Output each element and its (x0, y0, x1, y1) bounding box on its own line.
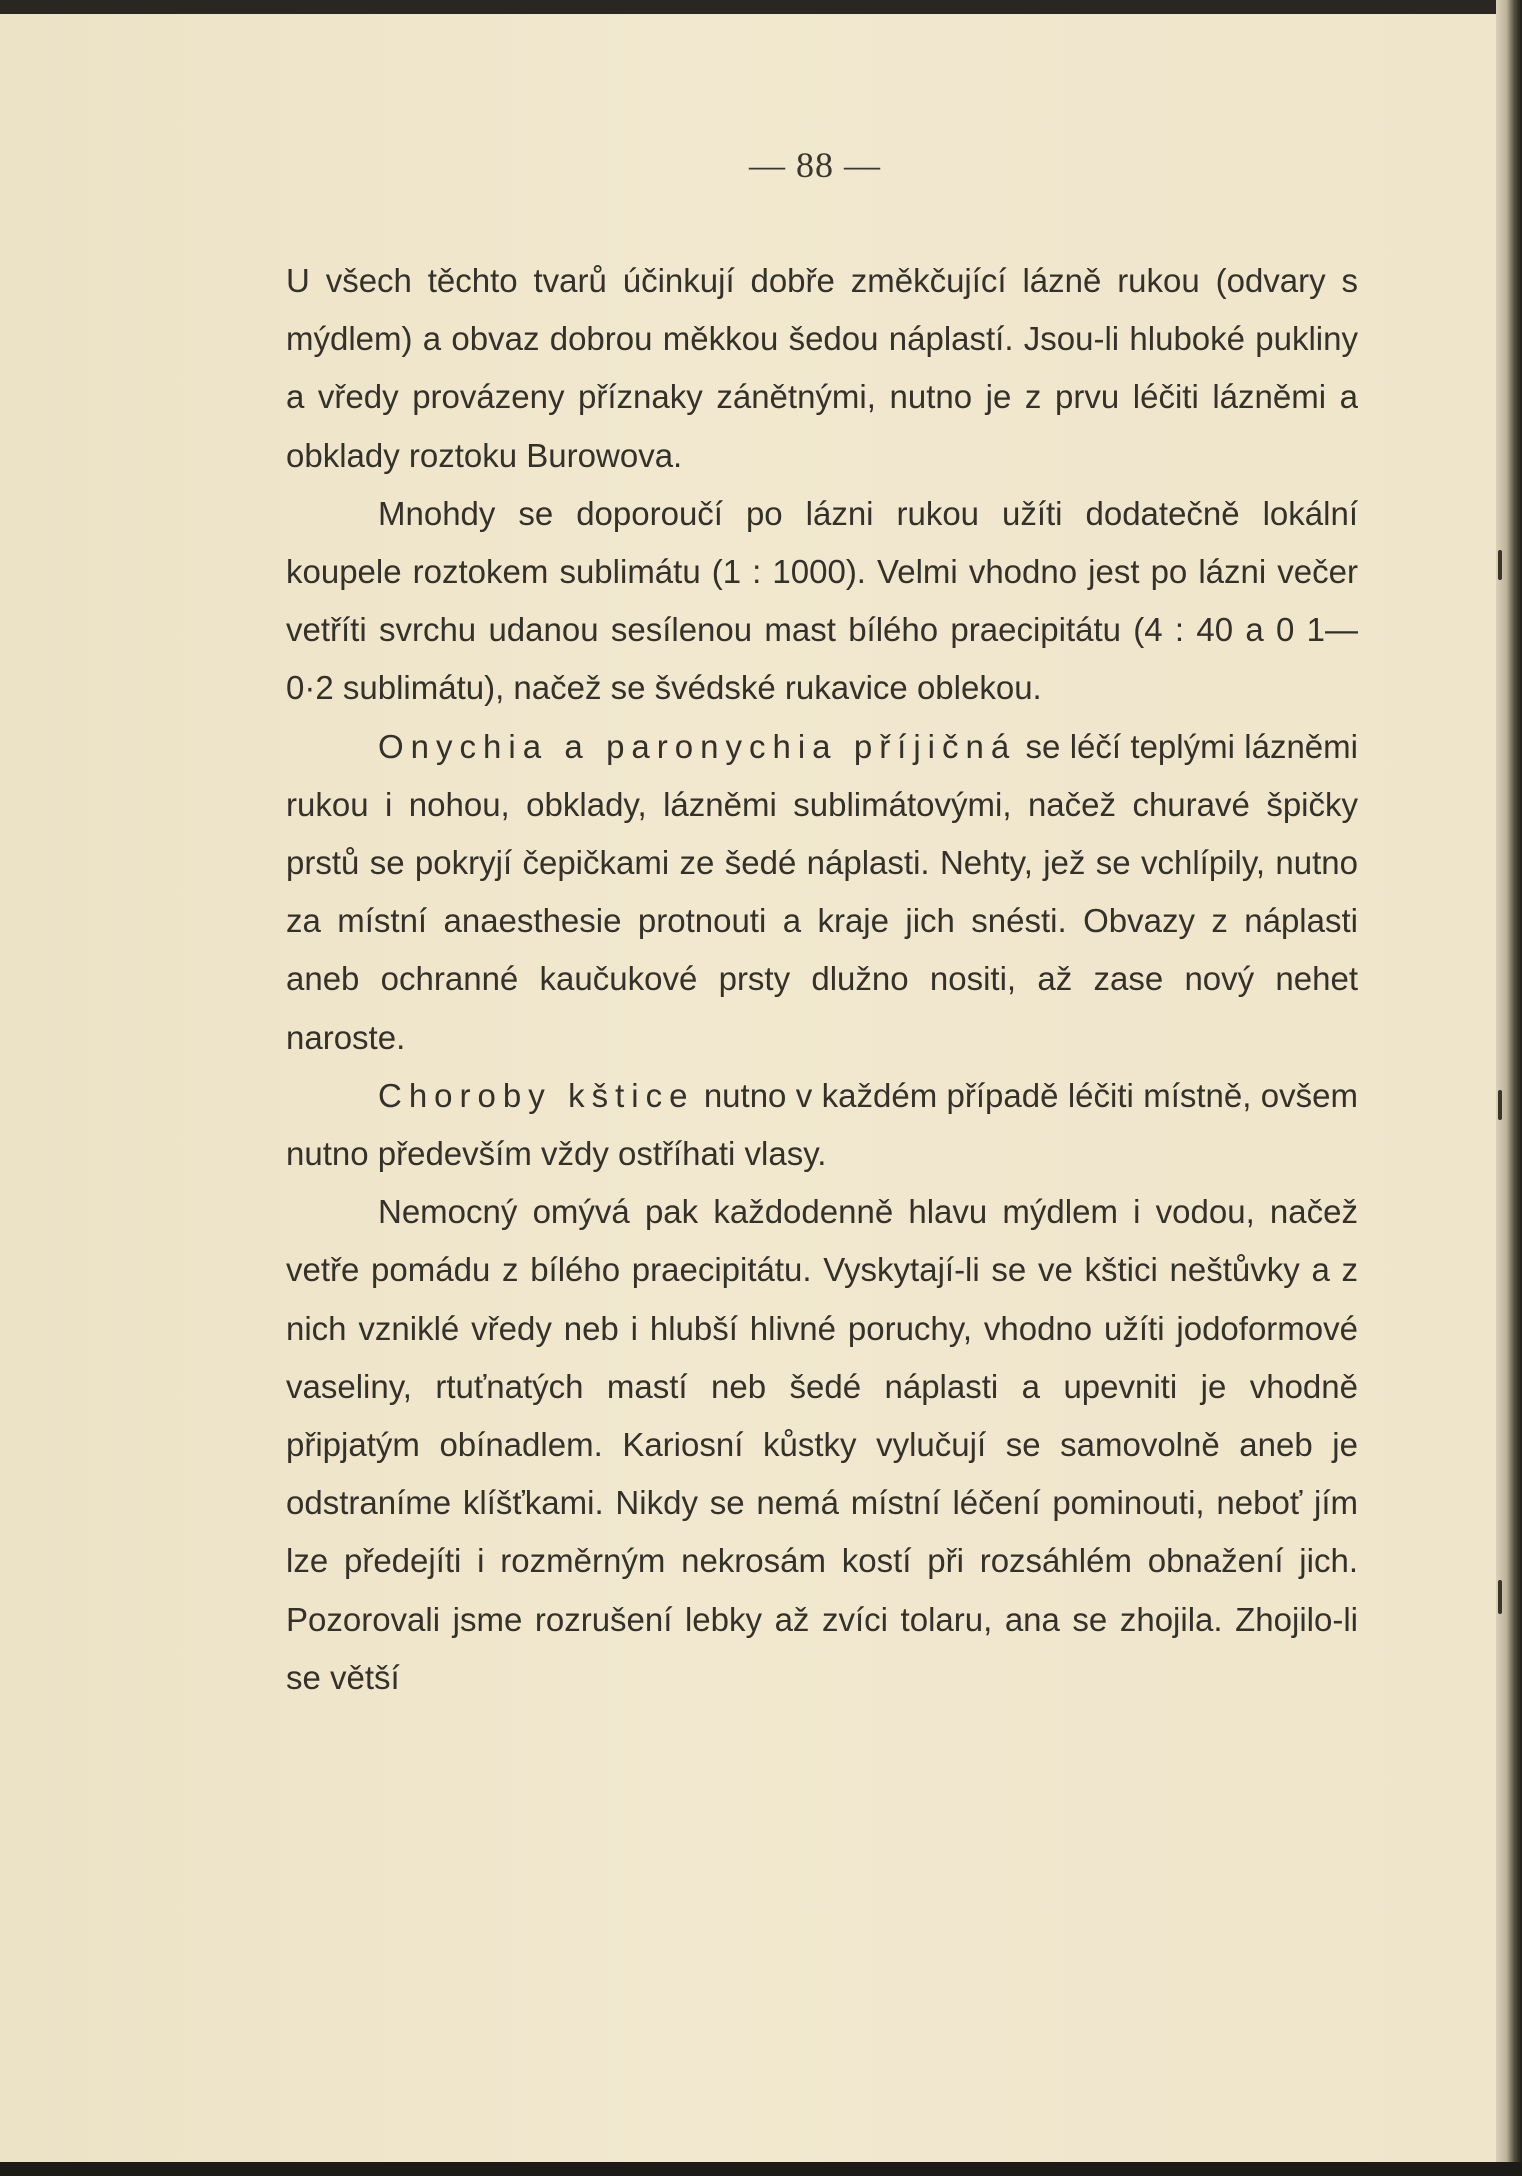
spaced-term-choroby: Choroby kštice (378, 1076, 695, 1114)
body-text (286, 252, 1358, 1707)
paragraph-4-text: nutno v každém případě léčiti místně, ovšem nutno především vždy ostříhati vlasy. (286, 1076, 1358, 1173)
page-bottom-edge (0, 2162, 1522, 2176)
paragraph-2: Mnohdy se doporoučí po lázni rukou užíti dodatečně lokální koupele roztokem sublimátu (1 : 1000). Velmi vhodno jest po lázni večer vetříti svrchu udanou sesílenou mast bílého praecipitátu (4 : 40 a 0 1—0·2 sublimátu), načež se švédské rukavice oblekou. (286, 494, 1358, 707)
edge-mark (1498, 550, 1502, 580)
paragraph-5: Nemocný omývá pak každodenně hlavu mýdlem i vodou, načež vetře pomádu z bílého praecipitátu. Vyskytají-li se ve kštici neštůvky a z nich vzniklé vředy neb i hlubší hlivné poruchy, vhodno užíti jodoformové vaseliny, rtuťnatých mastí neb šedé náplasti a upevniti je vhodně připjatým obínadlem. Kariosní kůstky vylučují se samovolně aneb je odstraníme klíšťkami. Nikdy se nemá místní léčení pominouti, neboť jím lze předejíti i rozměrným nekrosám kostí při rozsáhlém obnažení jich. Pozorovali jsme rozrušení lebky až zvíci tolaru, ana se zhojila. Zhojilo-li se větší (286, 1193, 1358, 1696)
edge-mark (1498, 1090, 1502, 1120)
page-binding-edge (1496, 0, 1522, 2176)
paragraph-1: U všech těchto tvarů účinkují dobře změkčující lázně rukou (odvary s mýdlem) a obvaz dobrou měkkou šedou náplastí. Jsou-li hluboké pukliny a vředy provázeny příznaky zánětnými, nutno je z prvu léčiti lázněmi a obklady roztoku Burowova. (286, 262, 1358, 474)
edge-mark (1498, 1580, 1502, 1614)
page-number: — 88 — (749, 145, 881, 185)
book-page (0, 14, 1496, 2164)
paragraph-4 (286, 1067, 1358, 1183)
paragraph-3 (286, 718, 1358, 1067)
spaced-term-onychia: Onychia a paronychia příjičná (378, 727, 1017, 765)
paragraph-3-text: se léčí teplými lázněmi rukou i nohou, obklady, lázněmi sublimátovými, načež churavé špičky prstů se pokryjí čepičkami ze šedé náplasti. Nehty, jež se vchlípily, nutno za místní anaesthesie protnouti a kraje jich snésti. Obvazy z náplasti aneb ochranné kaučukové prsty dlužno nositi, až zase nový nehet naroste. (286, 727, 1358, 1056)
